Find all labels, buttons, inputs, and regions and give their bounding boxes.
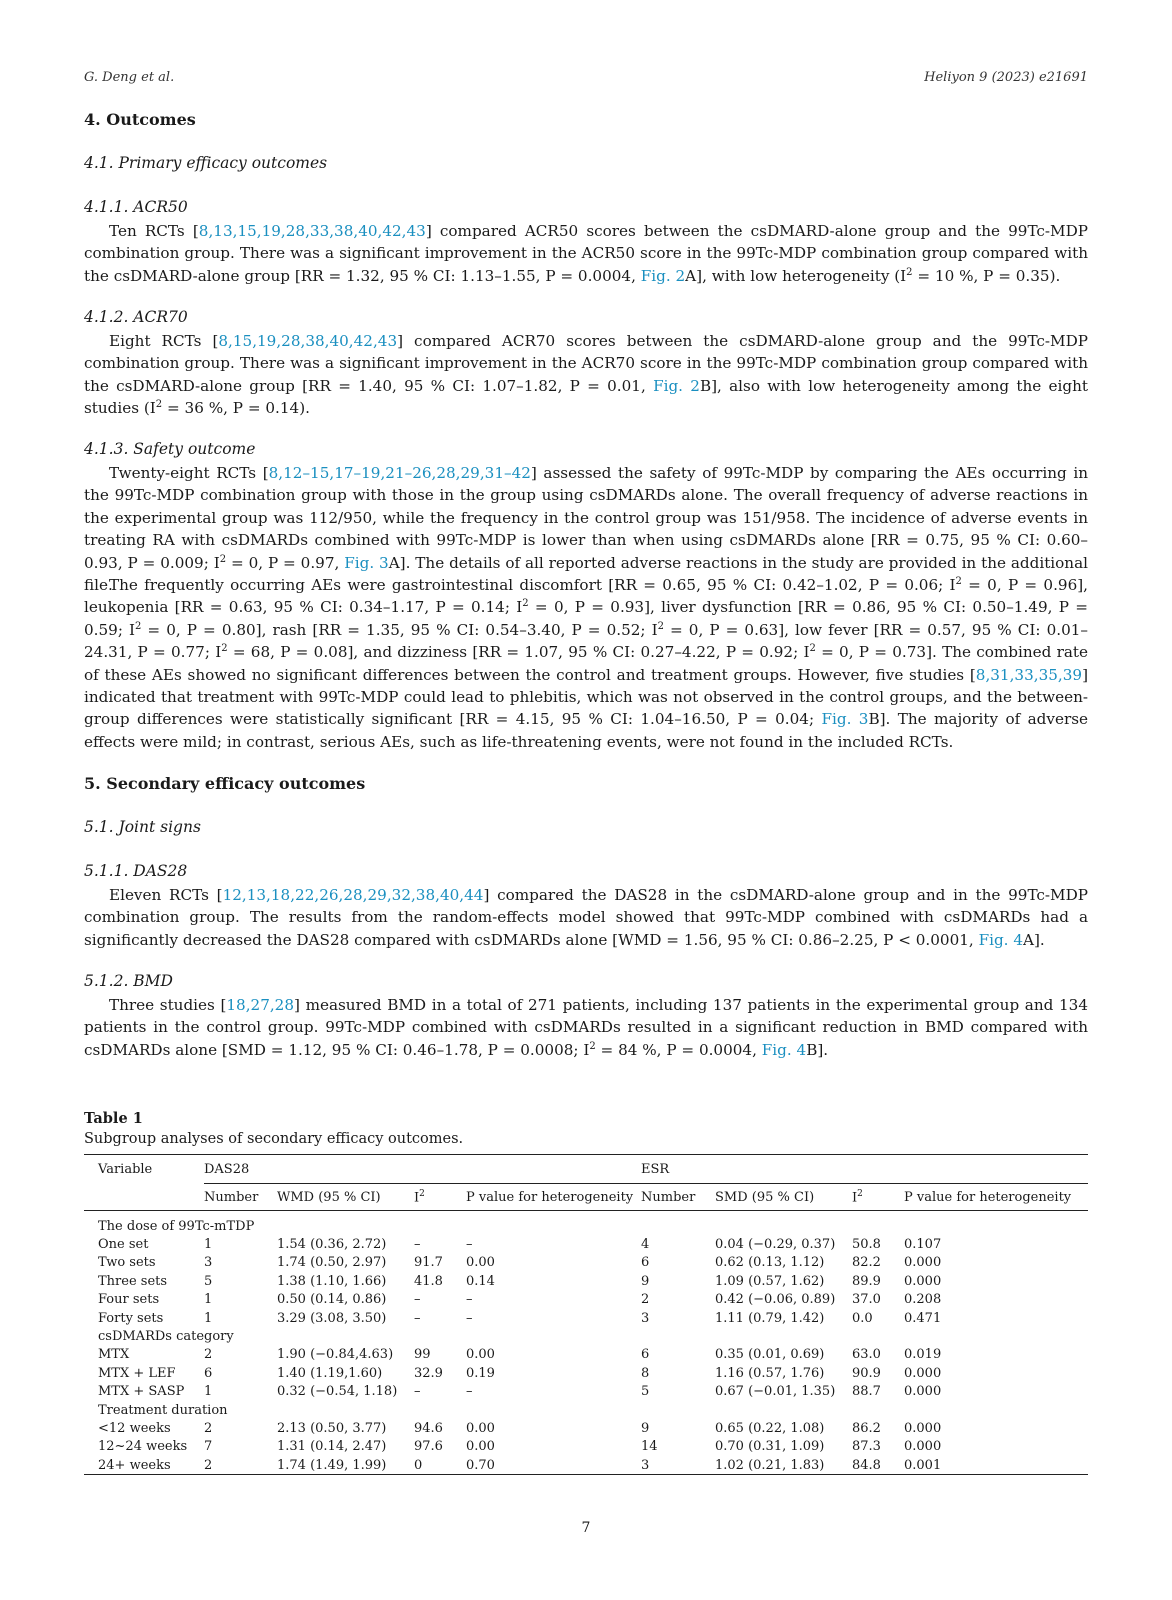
header-i2: $I^2$: [852, 1184, 904, 1211]
header-das28: DAS28: [204, 1155, 641, 1184]
figure-link[interactable]: Fig. 3: [821, 710, 869, 729]
table-cell: 0.000: [904, 1420, 942, 1436]
table-cell: 0.62 (0.13, 1.12): [715, 1255, 825, 1271]
table-row: [84, 1364, 1088, 1382]
table-row: [84, 1291, 1088, 1309]
header-p-value: P value for heterogeneity: [466, 1184, 641, 1211]
table-row: [84, 1456, 1088, 1475]
table-cell: 1.40 (1.19,1.60): [277, 1365, 383, 1381]
table-cell: 3: [204, 1255, 213, 1271]
table-cell: 2: [641, 1292, 650, 1308]
table-cell: 82.2: [852, 1255, 881, 1271]
table-cell: 0.00: [466, 1439, 495, 1455]
table-cell: 0.42 (−0.06, 0.89): [715, 1292, 836, 1308]
group-row-duration: Treatment duration: [98, 1402, 228, 1418]
table-row: [84, 1419, 1088, 1437]
table-cell: 50.8: [852, 1237, 881, 1253]
table-header-row-2: [84, 1184, 1088, 1211]
subgroup-table: [84, 1154, 1088, 1475]
citation-link[interactable]: 12,13,18,22,26,28,29,32,38,40,44: [222, 886, 484, 904]
table-row: [84, 1383, 1088, 1401]
table-cell: 1.74 (1.49, 1.99): [277, 1456, 414, 1475]
table-cell: 2.13 (0.50, 3.77): [277, 1420, 387, 1436]
table-cell: Four sets: [98, 1292, 160, 1308]
table-cell: 0.70 (0.31, 1.09): [715, 1439, 825, 1455]
table-row: [84, 1272, 1088, 1290]
table-cell: 84.8: [852, 1456, 904, 1475]
table-cell: 0.65 (0.22, 1.08): [715, 1420, 825, 1436]
table-cell: 0.000: [904, 1273, 942, 1289]
figure-link[interactable]: Fig. 3: [344, 553, 389, 572]
table-cell: 6: [204, 1365, 213, 1381]
table-cell: 88.7: [852, 1384, 881, 1400]
table-cell: 0.471: [904, 1310, 942, 1326]
table-cell: 0.00: [466, 1255, 495, 1271]
header-wmd: WMD (95 % CI): [277, 1184, 414, 1211]
table-cell: 7: [204, 1439, 213, 1455]
table-cell: –: [466, 1237, 473, 1253]
table-cell: 0.019: [904, 1347, 942, 1363]
table-cell: 0.35 (0.01, 0.69): [715, 1347, 825, 1363]
table-cell: 1: [204, 1310, 213, 1326]
citation-link[interactable]: 8,31,33,35,39: [975, 665, 1083, 684]
table-cell: 0.50 (0.14, 0.86): [277, 1292, 387, 1308]
table-header-row-1: [84, 1155, 1088, 1184]
table-cell: 0.14: [466, 1273, 495, 1289]
table-row: [84, 1254, 1088, 1272]
table-cell: 0.19: [466, 1365, 495, 1381]
table-cell: 91.7: [414, 1255, 443, 1271]
table-cell: 0.001: [904, 1456, 1088, 1475]
figure-link[interactable]: Fig. 4: [761, 1040, 807, 1059]
header-number: Number: [641, 1184, 715, 1211]
table-cell: 14: [641, 1439, 658, 1455]
table-cell: MTX + SASP: [98, 1384, 185, 1400]
citation-link[interactable]: 8,15,19,28,38,40,42,43: [218, 332, 398, 350]
table-cell: 89.9: [852, 1273, 881, 1289]
table-cell: –: [414, 1310, 421, 1326]
table-cell: Two sets: [98, 1255, 156, 1271]
table-cell: 0.000: [904, 1439, 942, 1455]
header-i2: $I^2$: [414, 1184, 466, 1211]
header-number: Number: [204, 1184, 277, 1211]
table-caption: Subgroup analyses of secondary efficacy outcomes.: [84, 1131, 464, 1147]
table-cell: 5: [641, 1384, 650, 1400]
paragraph-acr70: Eight RCTs [8,15,19,28,38,40,42,43] compared ACR70 scores between the csDMARD-alone group and the 99Tc-MDP combination group. There was a significant improvement in the ACR70 score in the 99Tc-MDP combination group compared with the csDMARD-alone group [RR = 1.40, 95 % CI: 1.07–1.82, P = 0.01, Fig. 2B], also with low heterogeneity among the eight studies ($I^2 = 36$ %, P = 0.14).: [84, 332, 1088, 418]
table-cell: 1: [204, 1384, 213, 1400]
table-cell: 86.2: [852, 1420, 881, 1436]
section-5-1-2-title: 5.1.2. BMD: [84, 972, 173, 990]
table-cell: –: [466, 1292, 473, 1308]
table-cell: 2: [204, 1420, 213, 1436]
section-4-1-2-title: 4.1.2. ACR70: [84, 308, 188, 326]
group-row-dose: The dose of 99Tc-mTDP: [98, 1218, 255, 1234]
citation-link[interactable]: 18,27,28: [226, 996, 295, 1014]
header-p-value: P value for heterogeneity: [904, 1184, 1088, 1211]
table-cell: 1.74 (0.50, 2.97): [277, 1255, 387, 1271]
table-cell: Three sets: [98, 1273, 168, 1289]
section-4-1-1-title: 4.1.1. ACR50: [84, 198, 188, 216]
table-cell: –: [414, 1292, 421, 1308]
table-cell: 1.09 (0.57, 1.62): [715, 1273, 825, 1289]
citation-link[interactable]: 8,12–15,17–19,21–26,28,29,31–42: [268, 464, 531, 482]
table-cell: 6: [641, 1255, 650, 1271]
table-cell: 0.000: [904, 1384, 942, 1400]
table-cell: MTX + LEF: [98, 1365, 176, 1381]
table-cell: 0.107: [904, 1237, 942, 1253]
table-label: Table 1: [84, 1110, 143, 1127]
table-cell: –: [414, 1237, 421, 1253]
table-cell: 0.000: [904, 1365, 942, 1381]
table-cell: –: [414, 1384, 421, 1400]
table-cell: 6: [641, 1347, 650, 1363]
page-number: 7: [581, 1520, 591, 1536]
header-smd: SMD (95 % CI): [715, 1184, 852, 1211]
table-cell: 90.9: [852, 1365, 881, 1381]
paragraph-acr50: Ten RCTs [8,13,15,19,28,33,38,40,42,43] compared ACR50 scores between the csDMARD-alone group and the 99Tc-MDP combination group. There was a significant improvement in the ACR50 score in the 99Tc-MDP combination group compared with the csDMARD-alone group [RR = 1.32, 95 % CI: 1.13–1.55, P = 0.0004, Fig. 2A], with low heterogeneity ($I^2 = 10$ %, P = 0.35).: [84, 222, 1088, 285]
table-cell: 94.6: [414, 1420, 443, 1436]
table-cell: Forty sets: [98, 1310, 164, 1326]
section-5-title: 5. Secondary efficacy outcomes: [84, 774, 366, 793]
table-cell: 1.11 (0.79, 1.42): [715, 1310, 825, 1326]
table-cell: 0.00: [466, 1420, 495, 1436]
figure-link[interactable]: Fig. 2: [653, 376, 700, 395]
table-cell: 5: [204, 1273, 213, 1289]
table-cell: MTX: [98, 1347, 130, 1363]
paragraph-das28: Eleven RCTs [12,13,18,22,26,28,29,32,38,40,44] compared the DAS28 in the csDMARD-alone group and in the 99Tc-MDP combination group. The results from the random-effects model showed that 99Tc-MDP combined with csDMARDs had a significantly decreased the DAS28 compared with csDMARDs alone [WMD = 1.56, 95 % CI: 0.86–2.25, P < 0.0001, Fig. 4A].: [84, 886, 1088, 949]
table-cell: 0.67 (−0.01, 1.35): [715, 1384, 836, 1400]
table-cell: 24+ weeks: [84, 1456, 204, 1475]
table-cell: 0.0: [852, 1310, 873, 1326]
table-cell: 32.9: [414, 1365, 443, 1381]
table-cell: One set: [98, 1237, 149, 1253]
table-cell: <12 weeks: [98, 1420, 171, 1436]
table-row: [84, 1235, 1088, 1253]
table-cell: –: [466, 1310, 473, 1326]
header-variable: Variable: [84, 1155, 204, 1184]
group-row-csdmards: csDMARDs category: [98, 1329, 234, 1345]
table-cell: 0.00: [466, 1347, 495, 1363]
table-cell: 1.90 (−0.84,4.63): [277, 1347, 394, 1363]
header-esr: ESR: [641, 1155, 1088, 1184]
table-cell: 4: [641, 1237, 650, 1253]
table-cell: 1.02 (0.21, 1.83): [715, 1456, 852, 1475]
table-row: [84, 1309, 1088, 1327]
table-cell: 0.70: [466, 1456, 641, 1475]
table-cell: 63.0: [852, 1347, 881, 1363]
paragraph-bmd: Three studies [18,27,28] measured BMD in a total of 271 patients, including 137 patients in the experimental group and 134 patients in the control group. 99Tc-MDP combined with csDMARDs resulted in a significant reduction in BMD compared with csDMARDs alone [SMD = 1.12, 95 % CI: 0.46–1.78, P = 0.0008; $I^2 = 84$ %, P = 0.0004, Fig. 4B].: [84, 996, 1088, 1059]
table-cell: 3.29 (3.08, 3.50): [277, 1310, 387, 1326]
table-cell: 1.31 (0.14, 2.47): [277, 1439, 387, 1455]
table-cell: 41.8: [414, 1273, 443, 1289]
table-cell: 1.38 (1.10, 1.66): [277, 1273, 387, 1289]
section-5-1-title: 5.1. Joint signs: [84, 818, 201, 836]
table-row: [84, 1346, 1088, 1364]
figure-link[interactable]: Fig. 2: [640, 266, 686, 285]
running-header-authors: G. Deng et al.: [84, 70, 175, 85]
table-cell: 2: [204, 1347, 213, 1363]
table-row: [84, 1438, 1088, 1456]
paragraph-safety-2: The frequently occurring AEs were gastrointestinal discomfort [RR = 0.65, 95 % CI: 0.42–1.02, P = 0.06; $I^2 = 0$, P = 0.96], leukopenia [RR = 0.63, 95 % CI: 0.34–1.17, P = 0.14; $I^2 = 0$, P = 0.93], liver dysfunction [RR = 0.86, 95 % CI: 0.50–1.49, P = 0.59; $I^2 = 0$, P = 0.80], rash [RR = 1.35, 95 % CI: 0.54–3.40, P = 0.52; $I^2 = 0$, P = 0.63], low fever [RR = 0.57, 95 % CI: 0.01–24.31, P = 0.77; $I^2 = 68$, P = 0.08], and dizziness [RR = 1.07, 95 % CI: 0.27–4.22, P = 0.92; $I^2 = 0$, P = 0.73]. The combined rate of these AEs showed no significant differences between the control and treatment groups. However, five studies [8,31,33,35,39] indicated that treatment with 99Tc-MDP could lead to phlebitis, which was not observed in the control groups, and the between-group differences were statistically significant [RR = 4.15, 95 % CI: 1.04–16.50, P = 0.04; Fig. 3B]. The majority of adverse effects were mild; in contrast, serious AEs, such as life-threatening events, were not found in the included RCTs.: [84, 575, 1089, 751]
table-cell: 0.32 (−0.54, 1.18): [277, 1384, 398, 1400]
table-cell: 0.000: [904, 1255, 942, 1271]
table-cell: 1.54 (0.36, 2.72): [277, 1237, 387, 1253]
table-cell: 1: [204, 1292, 213, 1308]
table-cell: 3: [641, 1456, 715, 1475]
table-cell: 97.6: [414, 1439, 443, 1455]
table-cell: 12~24 weeks: [98, 1439, 188, 1455]
table-cell: 87.3: [852, 1439, 881, 1455]
section-4-1-title: 4.1. Primary efficacy outcomes: [84, 154, 328, 172]
section-5-1-1-title: 5.1.1. DAS28: [84, 862, 188, 880]
table-cell: 9: [641, 1273, 650, 1289]
table-cell: 0.208: [904, 1292, 942, 1308]
table-cell: 1: [204, 1237, 213, 1253]
table-cell: 8: [641, 1365, 650, 1381]
table-cell: 0: [414, 1456, 466, 1475]
figure-link[interactable]: Fig. 4: [978, 930, 1023, 949]
table-cell: 99: [414, 1347, 431, 1363]
paragraph-safety-1: Twenty-eight RCTs [8,12–15,17–19,21–26,28,29,31–42] assessed the safety of 99Tc-MDP by comparing the AEs occurring in the 99Tc-MDP combination group with those in the group using csDMARDs alone. The overall frequency of adverse reactions in the experimental group was 112/950, while the frequency in the control group was 151/958. The incidence of adverse events in treating RA with csDMARDs combined with 99Tc-MDP is lower than when using csDMARDs alone [RR = 0.75, 95 % CI: 0.60–0.93, P = 0.009; $I^2 = 0$, P = 0.97, Fig. 3A]. The details of all reported adverse reactions in the study are provided in the additional file.: [84, 464, 1088, 595]
table-cell: 37.0: [852, 1292, 881, 1308]
section-4-title: 4. Outcomes: [84, 110, 196, 129]
table-cell: –: [466, 1384, 473, 1400]
table-cell: 0.04 (−0.29, 0.37): [715, 1237, 836, 1253]
table-cell: 2: [204, 1456, 277, 1475]
running-header-journal: Heliyon 9 (2023) e21691: [924, 70, 1088, 85]
table-cell: 9: [641, 1420, 650, 1436]
section-4-1-3-title: 4.1.3. Safety outcome: [84, 440, 256, 458]
table-cell: 1.16 (0.57, 1.76): [715, 1365, 825, 1381]
citation-link[interactable]: 8,13,15,19,28,33,38,40,42,43: [198, 222, 426, 240]
table-cell: 3: [641, 1310, 650, 1326]
